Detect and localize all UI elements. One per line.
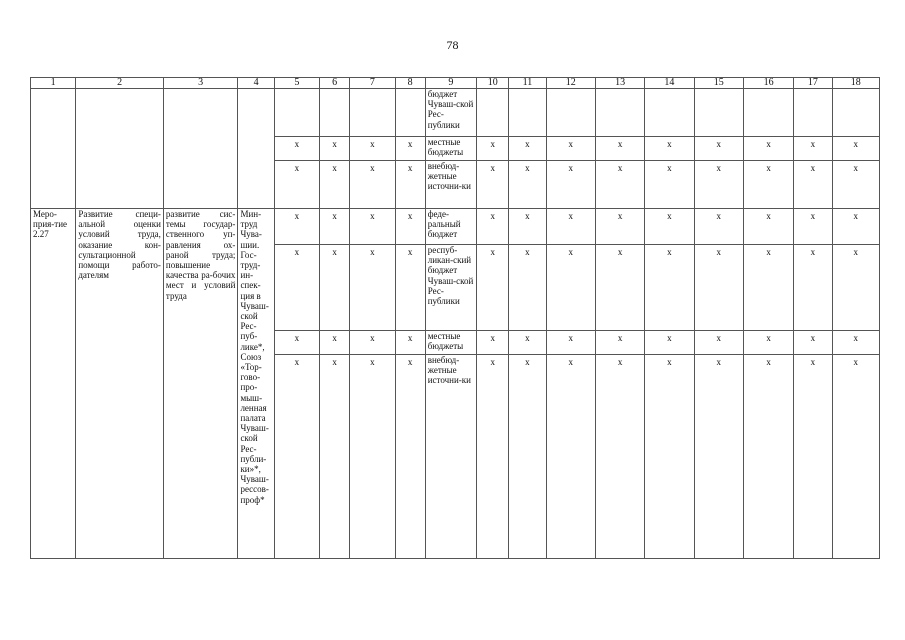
x-mark: х bbox=[546, 245, 595, 331]
empty-cell bbox=[350, 89, 395, 137]
funding-source: бюджет Чуваш-ской Рес-публики bbox=[425, 89, 476, 137]
empty-cell bbox=[546, 89, 595, 137]
col-header: 5 bbox=[274, 78, 319, 89]
x-mark: х bbox=[350, 209, 395, 245]
x-mark: х bbox=[595, 137, 644, 161]
empty-cell bbox=[743, 89, 793, 137]
x-mark: х bbox=[743, 355, 793, 559]
x-mark: х bbox=[595, 355, 644, 559]
empty-cell bbox=[645, 89, 694, 137]
x-mark: х bbox=[794, 209, 832, 245]
x-mark: х bbox=[274, 331, 319, 355]
x-mark: х bbox=[509, 209, 546, 245]
x-mark: х bbox=[320, 245, 350, 331]
x-mark: х bbox=[832, 137, 879, 161]
x-mark: х bbox=[477, 245, 509, 331]
empty-cell bbox=[274, 89, 319, 137]
x-mark: х bbox=[509, 355, 546, 559]
x-mark: х bbox=[320, 331, 350, 355]
x-mark: х bbox=[546, 161, 595, 209]
x-mark: х bbox=[395, 331, 425, 355]
col-header: 9 bbox=[425, 78, 476, 89]
column-number-row bbox=[31, 78, 880, 89]
empty-cell bbox=[694, 89, 743, 137]
x-mark: х bbox=[743, 137, 793, 161]
x-mark: х bbox=[645, 209, 694, 245]
col-header: 3 bbox=[163, 78, 238, 89]
x-mark: х bbox=[395, 161, 425, 209]
x-mark: х bbox=[509, 137, 546, 161]
x-mark: х bbox=[743, 209, 793, 245]
x-mark: х bbox=[395, 245, 425, 331]
x-mark: х bbox=[743, 161, 793, 209]
funding-source: внебюд-жетные источни-ки bbox=[425, 355, 476, 559]
page-number: 78 bbox=[446, 38, 459, 52]
event-executors: Мин-труд Чува-шии. Гос-труд-ин-спек-ция в Чуваш-ской Рес-пуб-лике*, Союз «Тор-гово-про-мыш-ленная палата Чуваш-ской Рес-публи-ки»*, Чуваш-рессов-проф* bbox=[238, 209, 274, 559]
empty-cell bbox=[794, 89, 832, 137]
x-mark: х bbox=[395, 355, 425, 559]
event-name: Развитие специ-альной оценки условий труда, оказание кон-сультационной помощи работо-дателям bbox=[76, 209, 164, 559]
cont-number-cell bbox=[31, 89, 76, 209]
col-header: 11 bbox=[509, 78, 546, 89]
x-mark: х bbox=[832, 245, 879, 331]
x-mark: х bbox=[320, 137, 350, 161]
x-mark: х bbox=[645, 245, 694, 331]
empty-cell bbox=[395, 89, 425, 137]
cont-executor-cell bbox=[238, 89, 274, 209]
program-table bbox=[30, 77, 880, 559]
x-mark: х bbox=[320, 209, 350, 245]
table-row bbox=[31, 209, 880, 245]
x-mark: х bbox=[694, 331, 743, 355]
event-goal: развитие сис-темы государ-ственного уп-равления ох-раной труда; повышение качества ра-бочих мест и условий труда bbox=[163, 209, 238, 559]
x-mark: х bbox=[509, 331, 546, 355]
x-mark: х bbox=[274, 245, 319, 331]
x-mark: х bbox=[645, 137, 694, 161]
col-header: 15 bbox=[694, 78, 743, 89]
x-mark: х bbox=[477, 161, 509, 209]
x-mark: х bbox=[274, 355, 319, 559]
empty-cell bbox=[832, 89, 879, 137]
col-header: 12 bbox=[546, 78, 595, 89]
x-mark: х bbox=[694, 209, 743, 245]
x-mark: х bbox=[794, 245, 832, 331]
x-mark: х bbox=[832, 331, 879, 355]
table-row bbox=[31, 89, 880, 137]
empty-cell bbox=[595, 89, 644, 137]
x-mark: х bbox=[546, 209, 595, 245]
x-mark: х bbox=[350, 137, 395, 161]
funding-source: местные бюджеты bbox=[425, 331, 476, 355]
col-header: 6 bbox=[320, 78, 350, 89]
col-header: 4 bbox=[238, 78, 274, 89]
funding-source: внебюд-жетные источни-ки bbox=[425, 161, 476, 209]
col-header: 18 bbox=[832, 78, 879, 89]
funding-source: феде-ральный бюджет bbox=[425, 209, 476, 245]
x-mark: х bbox=[794, 331, 832, 355]
cont-goal-cell bbox=[163, 89, 238, 209]
x-mark: х bbox=[645, 161, 694, 209]
x-mark: х bbox=[743, 331, 793, 355]
x-mark: х bbox=[395, 137, 425, 161]
x-mark: х bbox=[320, 161, 350, 209]
x-mark: х bbox=[645, 355, 694, 559]
x-mark: х bbox=[794, 355, 832, 559]
col-header: 10 bbox=[477, 78, 509, 89]
x-mark: х bbox=[274, 209, 319, 245]
event-number: Меро-прия-тие 2.27 bbox=[31, 209, 76, 559]
funding-source: местные бюджеты bbox=[425, 137, 476, 161]
x-mark: х bbox=[832, 161, 879, 209]
col-header: 14 bbox=[645, 78, 694, 89]
x-mark: х bbox=[395, 209, 425, 245]
x-mark: х bbox=[794, 161, 832, 209]
x-mark: х bbox=[350, 245, 395, 331]
empty-cell bbox=[320, 89, 350, 137]
x-mark: х bbox=[477, 355, 509, 559]
x-mark: х bbox=[595, 331, 644, 355]
x-mark: х bbox=[546, 331, 595, 355]
x-mark: х bbox=[546, 355, 595, 559]
x-mark: х bbox=[350, 355, 395, 559]
x-mark: х bbox=[832, 209, 879, 245]
x-mark: х bbox=[477, 209, 509, 245]
col-header: 8 bbox=[395, 78, 425, 89]
x-mark: х bbox=[743, 245, 793, 331]
x-mark: х bbox=[546, 137, 595, 161]
col-header: 16 bbox=[743, 78, 793, 89]
x-mark: х bbox=[350, 331, 395, 355]
x-mark: х bbox=[595, 209, 644, 245]
x-mark: х bbox=[832, 355, 879, 559]
x-mark: х bbox=[509, 161, 546, 209]
x-mark: х bbox=[274, 137, 319, 161]
x-mark: х bbox=[694, 245, 743, 331]
x-mark: х bbox=[320, 355, 350, 559]
x-mark: х bbox=[694, 355, 743, 559]
funding-source: респуб-ликан-ский бюджет Чуваш-ской Рес-публики bbox=[425, 245, 476, 331]
x-mark: х bbox=[595, 245, 644, 331]
col-header: 7 bbox=[350, 78, 395, 89]
x-mark: х bbox=[595, 161, 644, 209]
x-mark: х bbox=[350, 161, 395, 209]
empty-cell bbox=[509, 89, 546, 137]
x-mark: х bbox=[477, 137, 509, 161]
col-header: 2 bbox=[76, 78, 164, 89]
x-mark: х bbox=[274, 161, 319, 209]
col-header: 1 bbox=[31, 78, 76, 89]
empty-cell bbox=[477, 89, 509, 137]
x-mark: х bbox=[645, 331, 694, 355]
col-header: 17 bbox=[794, 78, 832, 89]
cont-name-cell bbox=[76, 89, 164, 209]
x-mark: х bbox=[694, 137, 743, 161]
x-mark: х bbox=[694, 161, 743, 209]
x-mark: х bbox=[509, 245, 546, 331]
x-mark: х bbox=[794, 137, 832, 161]
x-mark: х bbox=[477, 331, 509, 355]
col-header: 13 bbox=[595, 78, 644, 89]
